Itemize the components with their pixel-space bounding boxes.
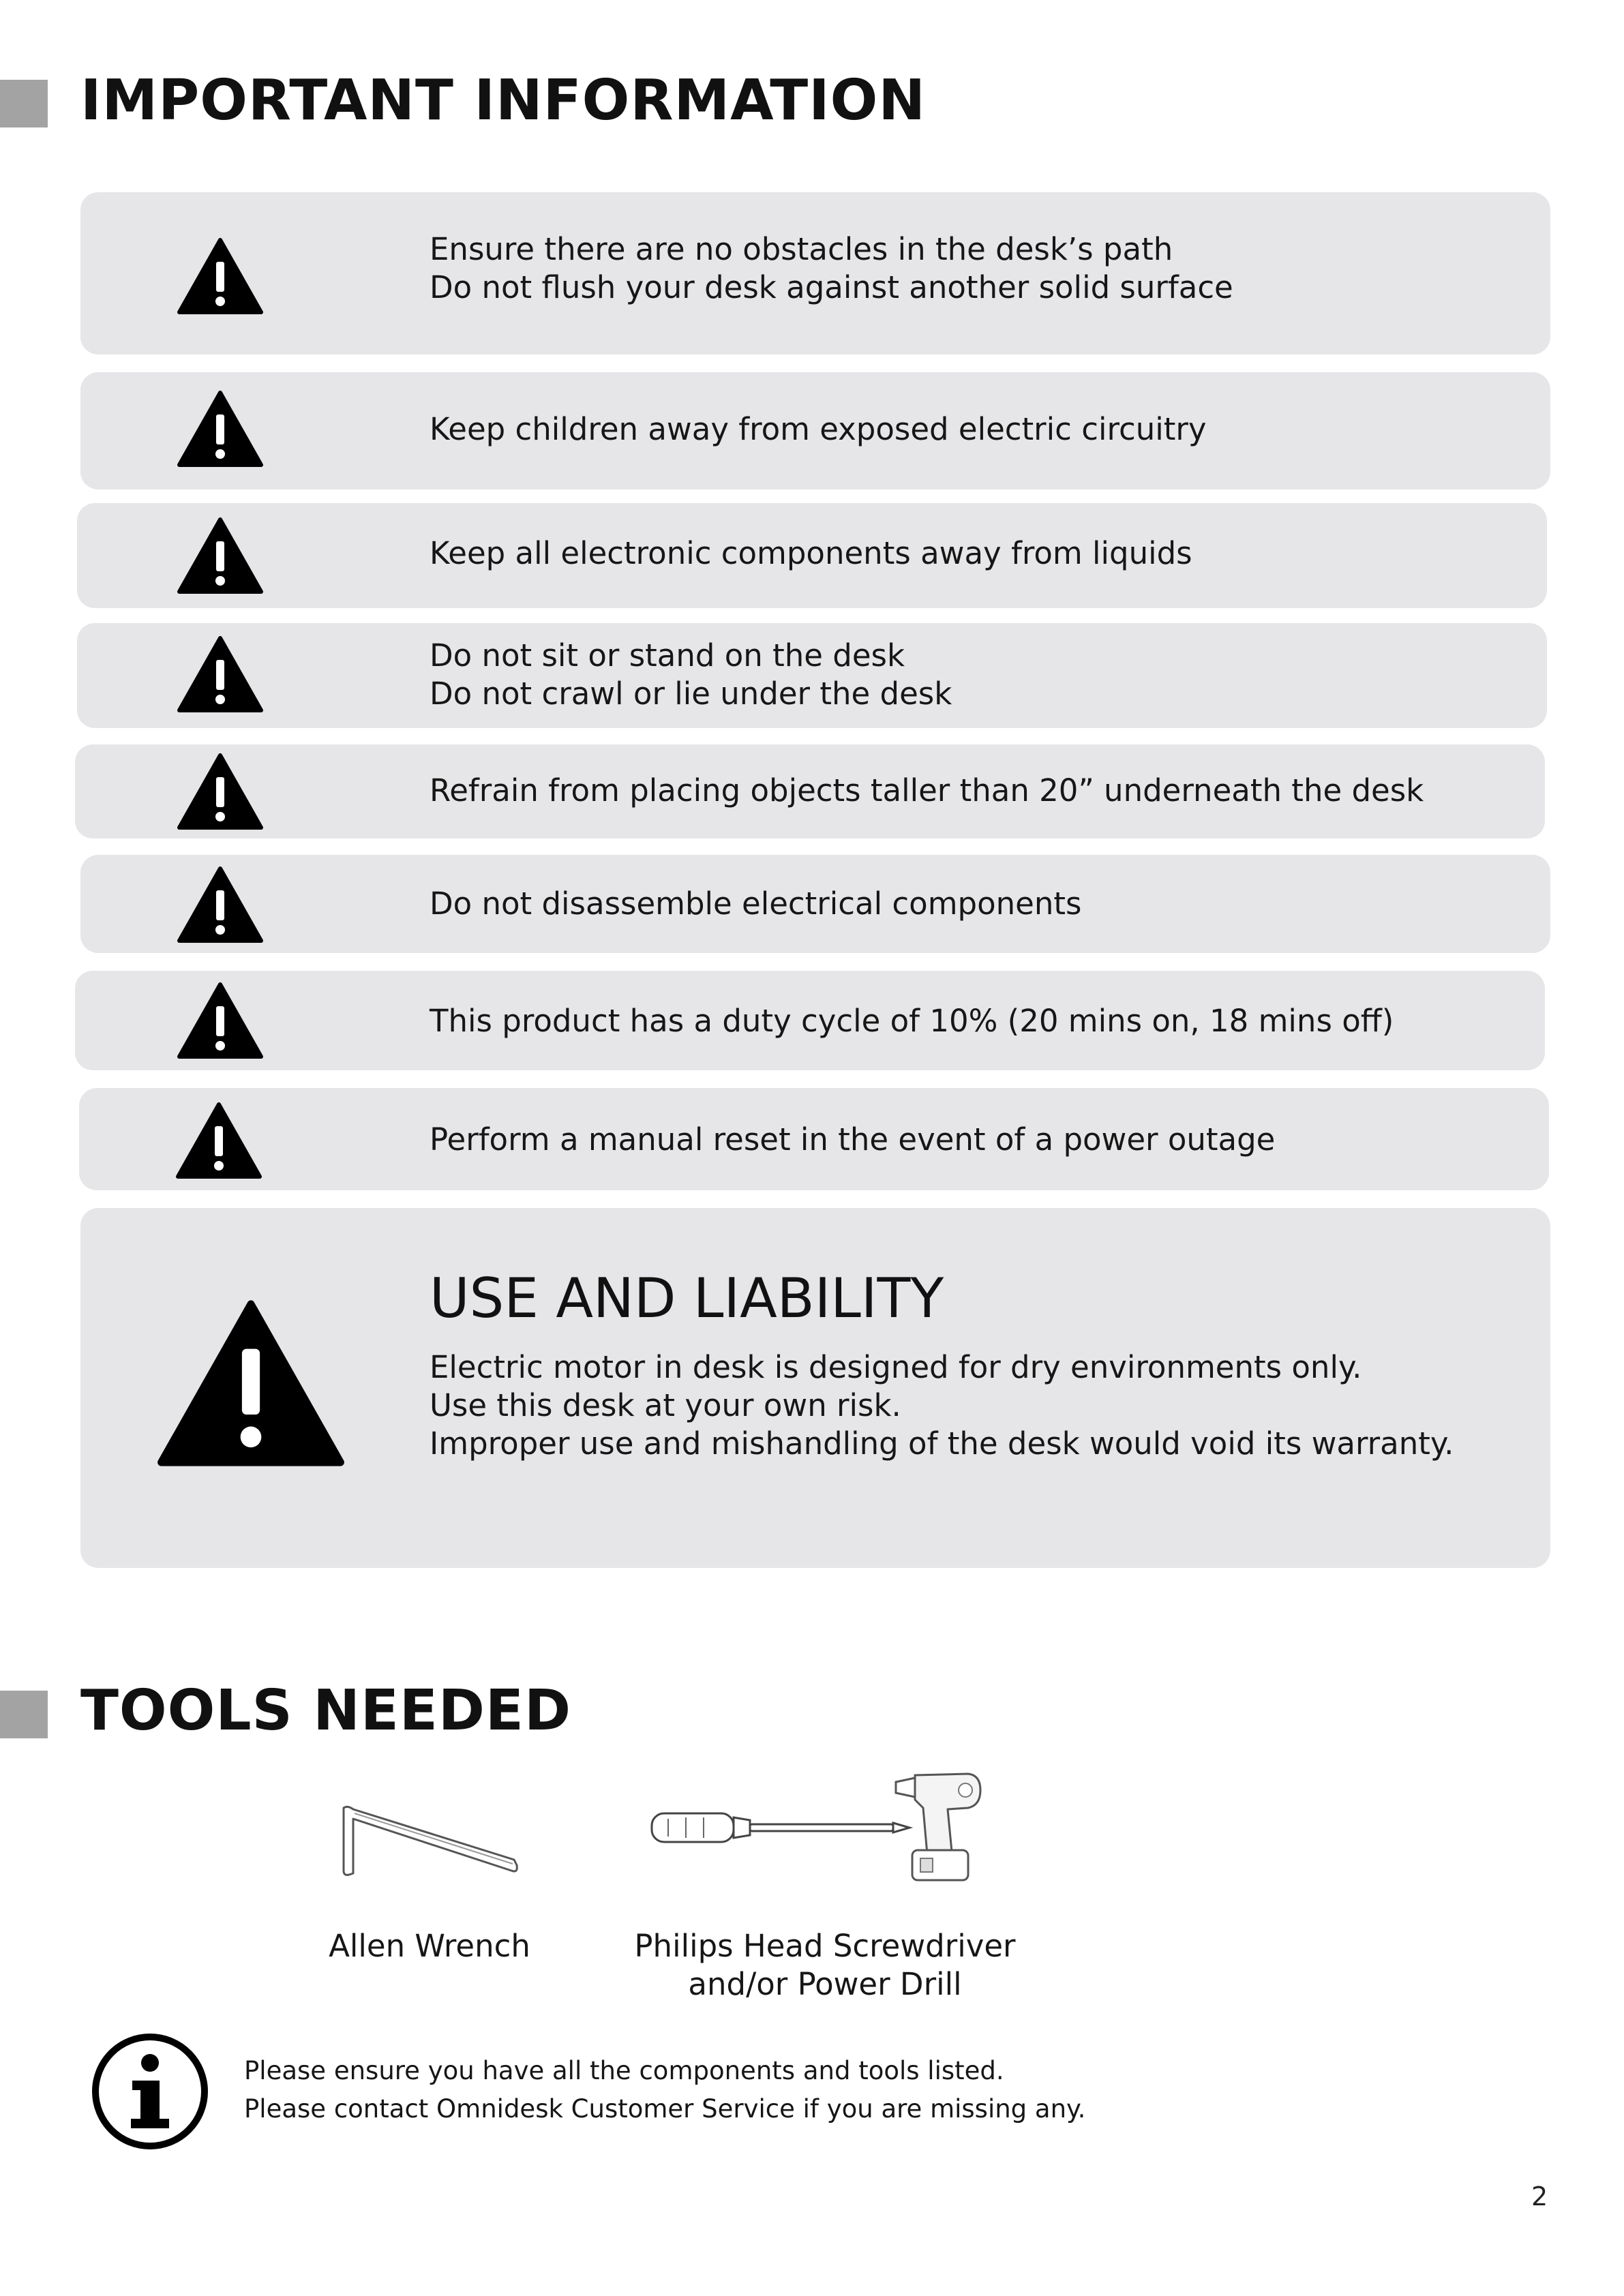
warning-item — [77, 623, 1547, 728]
warning-text — [430, 1002, 1394, 1040]
warning-line: Keep children away from exposed electric circuitry — [430, 411, 1207, 447]
warning-triangle-icon — [177, 635, 263, 713]
warning-item — [79, 1088, 1549, 1190]
warning-item — [75, 744, 1545, 839]
info-icon — [89, 2030, 211, 2153]
allen-wrench-icon — [334, 1800, 525, 1882]
warning-line: Keep all electronic components away from liquids — [430, 535, 1192, 571]
warning-line: Perform a manual reset in the event of a power outage — [430, 1121, 1276, 1158]
use-and-liability-box — [80, 1208, 1550, 1568]
warning-item — [80, 192, 1550, 354]
warning-triangle-icon — [176, 1102, 262, 1179]
warning-text — [430, 885, 1081, 923]
tool-label — [300, 1927, 559, 1965]
warning-triangle-icon — [177, 237, 263, 315]
warning-item — [80, 372, 1550, 489]
liability-text — [430, 1348, 1454, 1463]
warning-text — [430, 534, 1192, 573]
warning-text — [430, 637, 952, 713]
warning-item — [75, 971, 1545, 1070]
warning-triangle-icon — [177, 390, 263, 468]
liability-line: Use this desk at your own risk. — [430, 1387, 901, 1423]
warning-text — [430, 772, 1424, 810]
liability-line: Electric motor in desk is designed for dry environments only. — [430, 1349, 1362, 1385]
warning-item — [77, 503, 1547, 608]
tool-name: and/or Power Drill — [688, 1966, 962, 2002]
warning-line: Do not disassemble electrical components — [430, 886, 1082, 922]
warning-line: Do not crawl or lie under the desk — [430, 676, 952, 712]
warning-text — [430, 1121, 1275, 1159]
section-marker — [0, 80, 48, 127]
warning-text — [430, 410, 1207, 449]
tools-needed-heading: TOOLS NEEDED — [80, 1678, 572, 1743]
tool-name: Philips Head Screwdriver — [634, 1928, 1016, 1964]
warning-triangle-icon — [177, 517, 263, 594]
note-text — [244, 2052, 1085, 2128]
section-marker — [0, 1691, 48, 1738]
liability-line: Improper use and mishandling of the desk would void its warranty. — [430, 1425, 1454, 1462]
warning-line: Refrain from placing objects taller than 20” underneath the desk — [430, 772, 1424, 809]
warning-triangle-icon — [177, 982, 263, 1059]
tool-label — [600, 1927, 1050, 2004]
page-number: 2 — [1531, 2181, 1548, 2211]
warning-line: Do not sit or stand on the desk — [430, 637, 905, 674]
warning-item — [80, 855, 1550, 953]
important-information-heading: IMPORTANT INFORMATION — [80, 68, 926, 133]
use-and-liability-heading: USE AND LIABILITY — [430, 1267, 944, 1330]
warning-line: This product has a duty cycle of 10% (20 mins on, 18 mins off) — [430, 1003, 1394, 1039]
warning-triangle-icon — [157, 1298, 345, 1468]
warning-text — [430, 230, 1233, 307]
tool-name: Allen Wrench — [329, 1928, 530, 1964]
warning-line: Do not flush your desk against another solid surface — [430, 269, 1233, 305]
note-line: Please ensure you have all the components and tools listed. — [244, 2056, 1004, 2085]
warning-triangle-icon — [177, 753, 263, 830]
note-line: Please contact Omnidesk Customer Service if you are missing any. — [244, 2094, 1086, 2124]
warning-line: Ensure there are no obstacles in the desk’s path — [430, 231, 1173, 267]
screwdriver-and-drill-icon — [648, 1770, 1002, 1886]
warning-triangle-icon — [177, 866, 263, 943]
